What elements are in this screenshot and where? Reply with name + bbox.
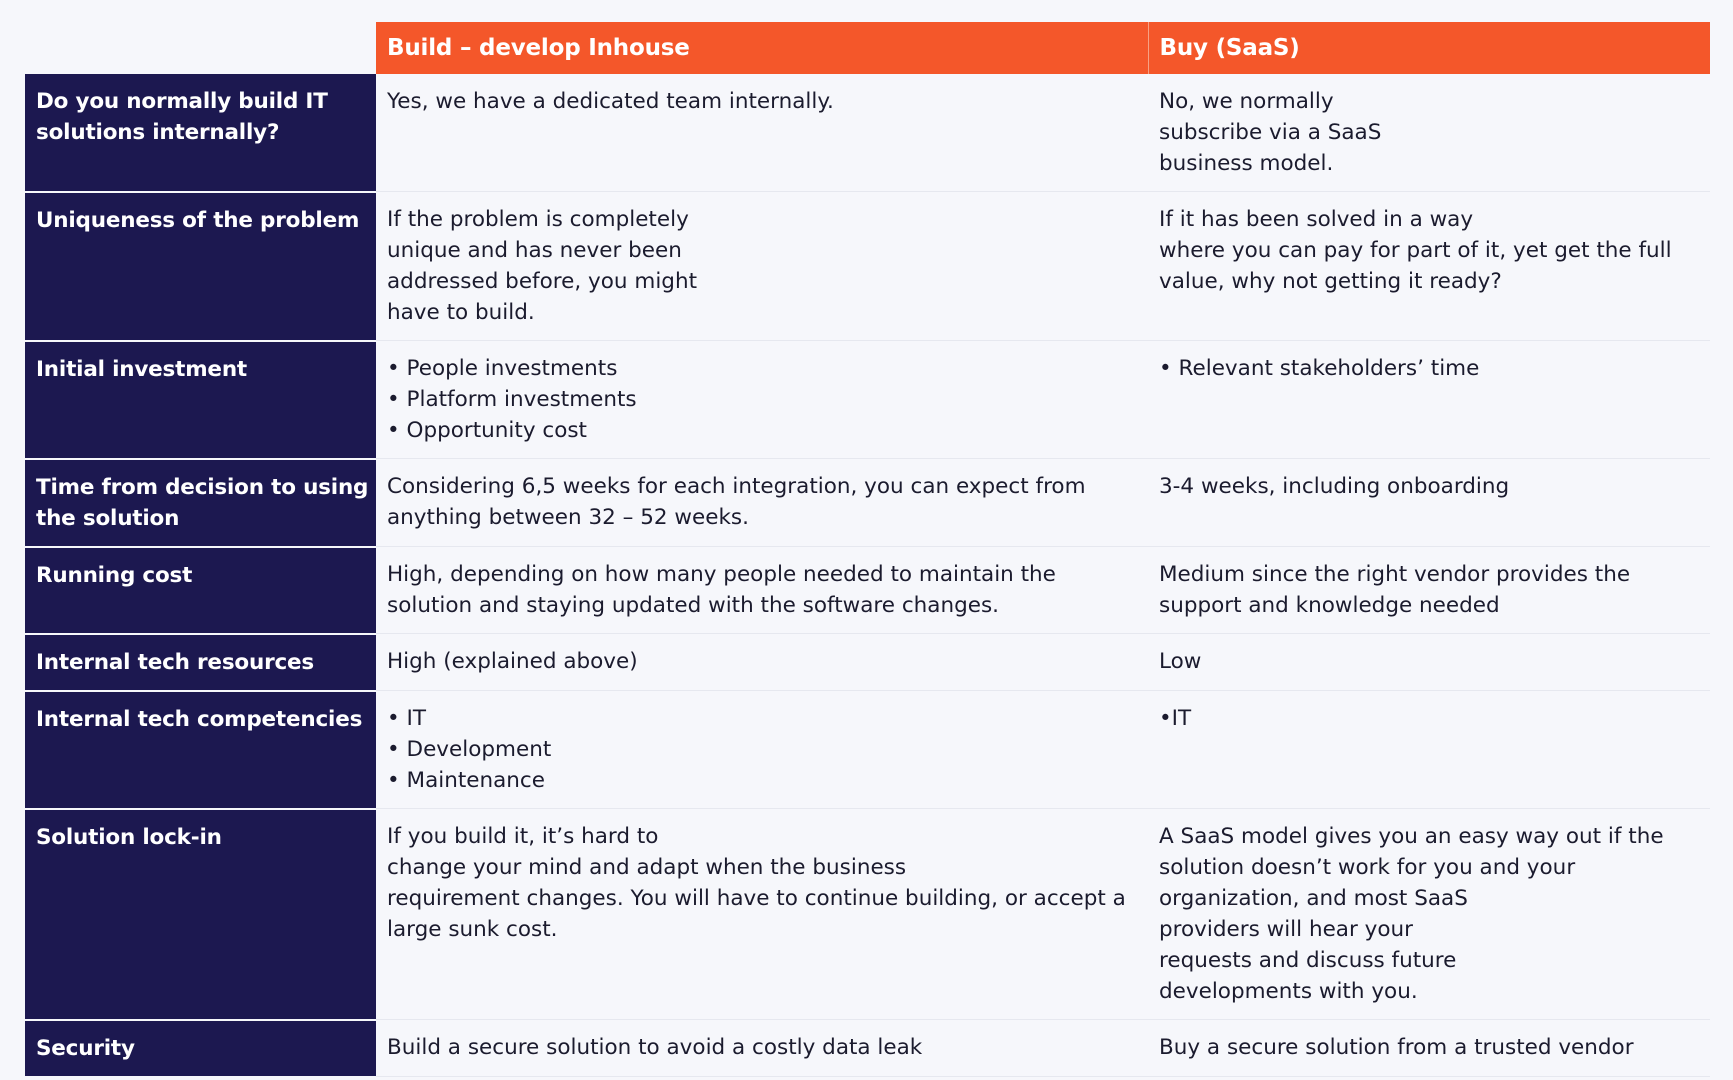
table-row bbox=[25, 634, 1710, 691]
row-label-line: Do you normally build IT bbox=[36, 89, 328, 114]
row-label-line: Internal tech competencies bbox=[36, 706, 363, 732]
row-label-line: Security bbox=[36, 1035, 135, 1061]
buy-cell bbox=[1148, 459, 1710, 547]
build-cell-line: unique and has never been bbox=[387, 238, 682, 263]
header-row bbox=[25, 22, 1710, 74]
buy-cell bbox=[1148, 547, 1710, 634]
buy-cell bbox=[1148, 809, 1710, 1020]
buy-cell-line: subscribe via a SaaS bbox=[1159, 120, 1382, 145]
build-cell-line: Yes, we have a dedicated team internally. bbox=[387, 89, 834, 114]
buy-cell-line: A SaaS model gives you an easy way out if the bbox=[1159, 824, 1664, 849]
buy-cell-line: business model. bbox=[1159, 151, 1334, 176]
row-label bbox=[25, 459, 376, 547]
build-cell bbox=[376, 809, 1148, 1020]
build-vs-buy-table bbox=[25, 22, 1710, 1078]
row-label-line: Running cost bbox=[36, 562, 193, 588]
row-label bbox=[25, 634, 376, 691]
buy-cell bbox=[1148, 341, 1710, 459]
buy-cell-line: • Relevant stakeholders’ time bbox=[1159, 356, 1480, 381]
build-cell-line: High, depending on how many people needed to maintain the bbox=[387, 562, 1056, 587]
build-cell-line: • People investments bbox=[387, 356, 618, 381]
buy-cell-line: where you can pay for part of it, yet get the full bbox=[1159, 238, 1672, 263]
row-label-line: Solution lock-in bbox=[36, 824, 222, 850]
row-label-line: Initial investment bbox=[36, 356, 248, 382]
buy-cell bbox=[1148, 1020, 1710, 1077]
build-cell-line: Build a secure solution to avoid a costly data leak bbox=[387, 1035, 923, 1060]
buy-cell bbox=[1148, 192, 1710, 341]
row-label-line: Internal tech resources bbox=[36, 649, 315, 675]
row-label bbox=[25, 341, 376, 459]
buy-cell-line: No, we normally bbox=[1159, 89, 1334, 114]
build-cell-line: anything between 32 – 52 weeks. bbox=[387, 505, 749, 530]
buy-cell-line: requests and discuss future bbox=[1159, 948, 1457, 973]
header-build: Build – develop Inhouse bbox=[376, 22, 1148, 74]
buy-cell-line: •IT bbox=[1159, 706, 1192, 731]
table-row bbox=[25, 74, 1710, 192]
build-cell bbox=[376, 74, 1148, 192]
build-cell-line: large sunk cost. bbox=[387, 917, 558, 942]
build-cell-line: • Opportunity cost bbox=[387, 418, 587, 443]
buy-cell-line: Buy a secure solution from a trusted vendor bbox=[1159, 1035, 1634, 1060]
table-body bbox=[25, 74, 1710, 1077]
build-cell-line: • Development bbox=[387, 737, 552, 762]
buy-cell-line: Low bbox=[1159, 649, 1202, 674]
build-cell-line: have to build. bbox=[387, 300, 535, 325]
buy-cell-line: Medium since the right vendor provides the bbox=[1159, 562, 1631, 587]
row-label-line: Time from decision to using bbox=[36, 474, 369, 500]
build-cell bbox=[376, 192, 1148, 341]
row-label bbox=[25, 1020, 376, 1077]
table-header bbox=[25, 22, 1710, 74]
header-buy: Buy (SaaS) bbox=[1148, 22, 1710, 74]
build-cell-line: solution and staying updated with the software changes. bbox=[387, 593, 999, 618]
table-row bbox=[25, 691, 1710, 809]
build-cell-line: If you build it, it’s hard to bbox=[387, 824, 659, 849]
build-cell bbox=[376, 547, 1148, 634]
buy-cell-line: developments with you. bbox=[1159, 979, 1418, 1004]
row-label-line: solutions internally? bbox=[36, 120, 280, 145]
row-label bbox=[25, 192, 376, 341]
buy-cell bbox=[1148, 691, 1710, 809]
row-label bbox=[25, 691, 376, 809]
buy-cell-line: providers will hear your bbox=[1159, 917, 1414, 942]
buy-cell-line: If it has been solved in a way bbox=[1159, 207, 1474, 232]
row-label-line: Uniqueness of the problem bbox=[36, 207, 360, 233]
table-row bbox=[25, 341, 1710, 459]
row-label-line: the solution bbox=[36, 505, 180, 531]
build-cell-line: High (explained above) bbox=[387, 649, 638, 674]
buy-cell-line: value, why not getting it ready? bbox=[1159, 269, 1502, 294]
build-cell-line: addressed before, you might bbox=[387, 269, 697, 294]
build-cell-line: If the problem is completely bbox=[387, 207, 689, 232]
table-row bbox=[25, 459, 1710, 547]
build-cell-line: • Platform investments bbox=[387, 387, 637, 412]
build-cell-line: requirement changes. You will have to continue building, or accept a bbox=[387, 886, 1126, 911]
build-cell-line: change your mind and adapt when the business bbox=[387, 855, 907, 880]
row-label bbox=[25, 809, 376, 1020]
buy-cell-line: organization, and most SaaS bbox=[1159, 886, 1468, 911]
build-cell bbox=[376, 459, 1148, 547]
comparison-table-container bbox=[25, 22, 1710, 1078]
build-cell bbox=[376, 691, 1148, 809]
build-cell-line: • Maintenance bbox=[387, 768, 545, 793]
buy-cell-line: 3-4 weeks, including onboarding bbox=[1159, 474, 1510, 499]
build-cell bbox=[376, 1020, 1148, 1077]
row-label bbox=[25, 547, 376, 634]
table-row bbox=[25, 1020, 1710, 1077]
build-cell-line: • IT bbox=[387, 706, 426, 731]
row-label bbox=[25, 74, 376, 192]
header-corner-cell bbox=[25, 22, 376, 74]
build-cell bbox=[376, 341, 1148, 459]
table-row bbox=[25, 192, 1710, 341]
build-cell bbox=[376, 634, 1148, 691]
buy-cell-line: support and knowledge needed bbox=[1159, 593, 1500, 618]
buy-cell bbox=[1148, 74, 1710, 192]
buy-cell-line: solution doesn’t work for you and your bbox=[1159, 855, 1576, 880]
table-row bbox=[25, 809, 1710, 1020]
build-cell-line: Considering 6,5 weeks for each integration, you can expect from bbox=[387, 474, 1086, 499]
table-row bbox=[25, 547, 1710, 634]
buy-cell bbox=[1148, 634, 1710, 691]
